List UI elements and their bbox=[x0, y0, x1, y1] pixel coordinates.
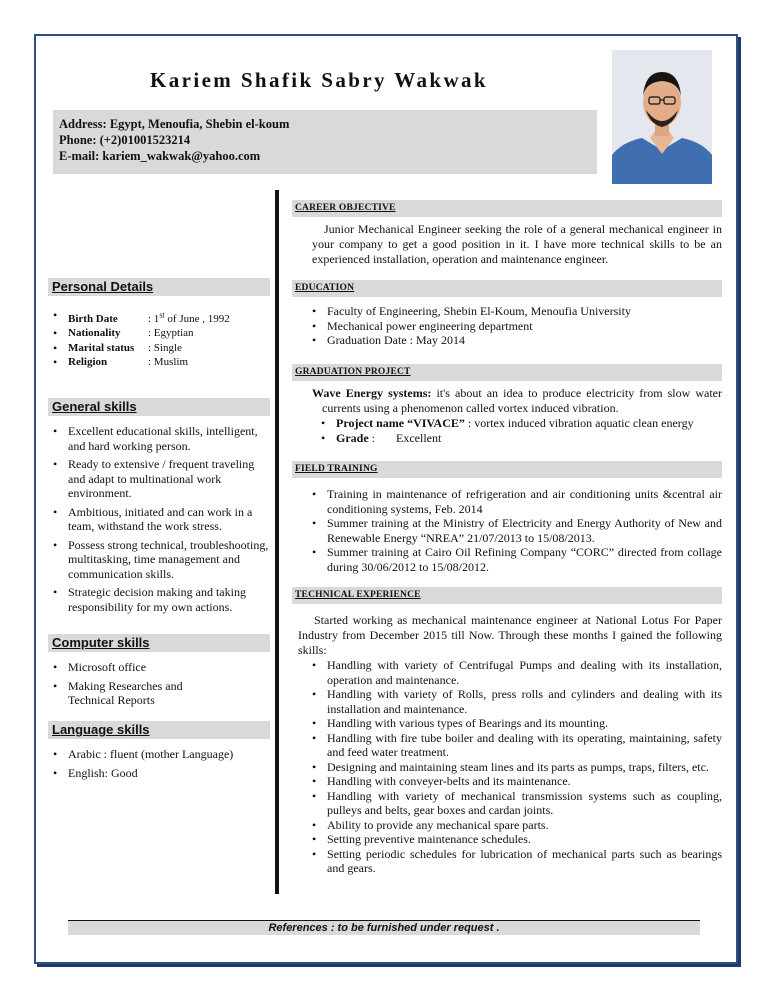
list-item: • Handling with variety of Centrifugal Pumps and dealing with its installation, operation and maintenance. bbox=[307, 658, 722, 687]
list-item: • Ready to extensive / frequent traveling and adapt to multinational work environment. bbox=[48, 457, 270, 501]
phone-line: Phone: (+2)01001523214 bbox=[59, 133, 191, 147]
general-skills-section bbox=[48, 398, 270, 618]
profile-photo bbox=[612, 50, 712, 184]
field-training-heading: FIELD TRAINING bbox=[292, 461, 722, 478]
general-skills-heading: General skills bbox=[48, 398, 270, 416]
list-item: • Birth Date : 1st of June , 1992 bbox=[48, 308, 270, 326]
list-item: • Nationality : Egyptian bbox=[48, 326, 270, 341]
list-item: • Graduation Date : May 2014 bbox=[307, 333, 722, 348]
list-item: • Grade : Excellent bbox=[316, 431, 722, 446]
graduation-project-section bbox=[292, 364, 722, 445]
contact-box bbox=[53, 110, 597, 174]
career-objective-section bbox=[292, 200, 722, 267]
list-item: • Mechanical power engineering department bbox=[307, 319, 722, 334]
field-training-section bbox=[292, 461, 722, 574]
education-list bbox=[307, 304, 722, 348]
computer-skills-section bbox=[48, 634, 270, 712]
technical-intro: Started working as mechanical maintenance engineer at National Lotus For Paper Industry from December 2015 till Now. Through these months I gained the following skills: bbox=[298, 613, 722, 657]
language-skills-heading: Language skills bbox=[48, 721, 270, 739]
list-item: • Arabic : fluent (mother Language) bbox=[48, 747, 270, 762]
field-training-list bbox=[307, 487, 722, 574]
list-item: • Handling with variety of Rolls, press rolls and cylinders and dealing with its installation and maintenance. bbox=[307, 687, 722, 716]
list-item: • Handling with fire tube boiler and dealing with its operating, maintaining, safety and feed water treatment. bbox=[307, 731, 722, 760]
address-line: Address: Egypt, Menoufia, Shebin el-koum bbox=[59, 117, 290, 131]
list-item: • Designing and maintaining steam lines and its parts as pumps, traps, filters, etc. bbox=[307, 760, 722, 775]
personal-details-list bbox=[48, 308, 270, 370]
personal-details-heading: Personal Details bbox=[48, 278, 270, 296]
list-item: • Handling with conveyer-belts and its maintenance. bbox=[307, 774, 722, 789]
technical-experience-section bbox=[292, 587, 722, 876]
language-skills-section bbox=[48, 721, 270, 784]
career-objective-text: Junior Mechanical Engineer seeking the role of a general mechanical engineer in your company to get a good position in it. I have more technical skills to be an experienced installation, operation and maintenance engineer. bbox=[312, 222, 722, 266]
candidate-name: Kariem Shafik Sabry Wakwak bbox=[150, 68, 488, 92]
list-item: • Ability to provide any mechanical spare parts. bbox=[307, 818, 722, 833]
list-item: • Marital status : Single bbox=[48, 341, 270, 356]
list-item: • Religion : Muslim bbox=[48, 355, 270, 370]
list-item: • Project name “VIVACE” : vortex induced vibration aquatic clean energy bbox=[316, 416, 722, 431]
personal-details-section bbox=[48, 278, 270, 370]
list-item: • Strategic decision making and taking responsibility for my own actions. bbox=[48, 585, 270, 614]
graduation-project-heading: GRADUATION PROJECT bbox=[292, 364, 722, 381]
list-item: • Making Researches and Technical Reports bbox=[48, 679, 270, 708]
list-item: • English: Good bbox=[48, 766, 270, 781]
person-portrait-icon bbox=[612, 50, 712, 184]
language-skills-list bbox=[48, 747, 270, 780]
list-item: • Ambitious, initiated and can work in a team, withstand the work stress. bbox=[48, 505, 270, 534]
computer-skills-heading: Computer skills bbox=[48, 634, 270, 652]
references-footer: References : to be furnished under request . bbox=[68, 920, 700, 935]
education-heading: EDUCATION bbox=[292, 280, 722, 297]
list-item: • Summer training at the Ministry of Electricity and Energy Authority of New and Renewable Energy “NREA” 21/07/2013 to 15/08/2013. bbox=[307, 516, 722, 545]
email-line: E-mail: kariem_wakwak@yahoo.com bbox=[59, 149, 261, 163]
graduation-project-text: Wave Energy systems: it's about an idea to produce electricity from slow water currents using a phenomenon called vortex induced vibration. bbox=[312, 386, 722, 415]
list-item: • Summer training at Cairo Oil Refining Company “CORC” directed from collage during 30/06/2012 to 15/08/2012. bbox=[307, 545, 722, 574]
general-skills-list bbox=[48, 424, 270, 614]
career-objective-heading: CAREER OBJECTIVE bbox=[292, 200, 722, 217]
list-item: • Possess strong technical, troubleshooting, multitasking, time management and communication skills. bbox=[48, 538, 270, 582]
list-item: • Setting preventive maintenance schedules. bbox=[307, 832, 722, 847]
list-item: • Setting periodic schedules for lubrication of mechanical parts such as bearings and gears. bbox=[307, 847, 722, 876]
computer-skills-list bbox=[48, 660, 270, 708]
list-item: • Faculty of Engineering, Shebin El-Koum, Menoufia University bbox=[307, 304, 722, 319]
list-item: • Handling with various types of Bearings and its mounting. bbox=[307, 716, 722, 731]
list-item: • Excellent educational skills, intelligent, and hard working person. bbox=[48, 424, 270, 453]
list-item: • Handling with variety of mechanical transmission systems such as coupling, pulleys and belts, gear boxes and cardan joints. bbox=[307, 789, 722, 818]
list-item: • Microsoft office bbox=[48, 660, 270, 675]
education-section bbox=[292, 280, 722, 348]
list-item: • Training in maintenance of refrigeration and air conditioning units &central air conditioning systems, Feb. 2014 bbox=[307, 487, 722, 516]
column-divider bbox=[275, 190, 279, 894]
technical-experience-heading: TECHNICAL EXPERIENCE bbox=[292, 587, 722, 604]
technical-list bbox=[307, 658, 722, 876]
graduation-project-list bbox=[316, 416, 722, 445]
